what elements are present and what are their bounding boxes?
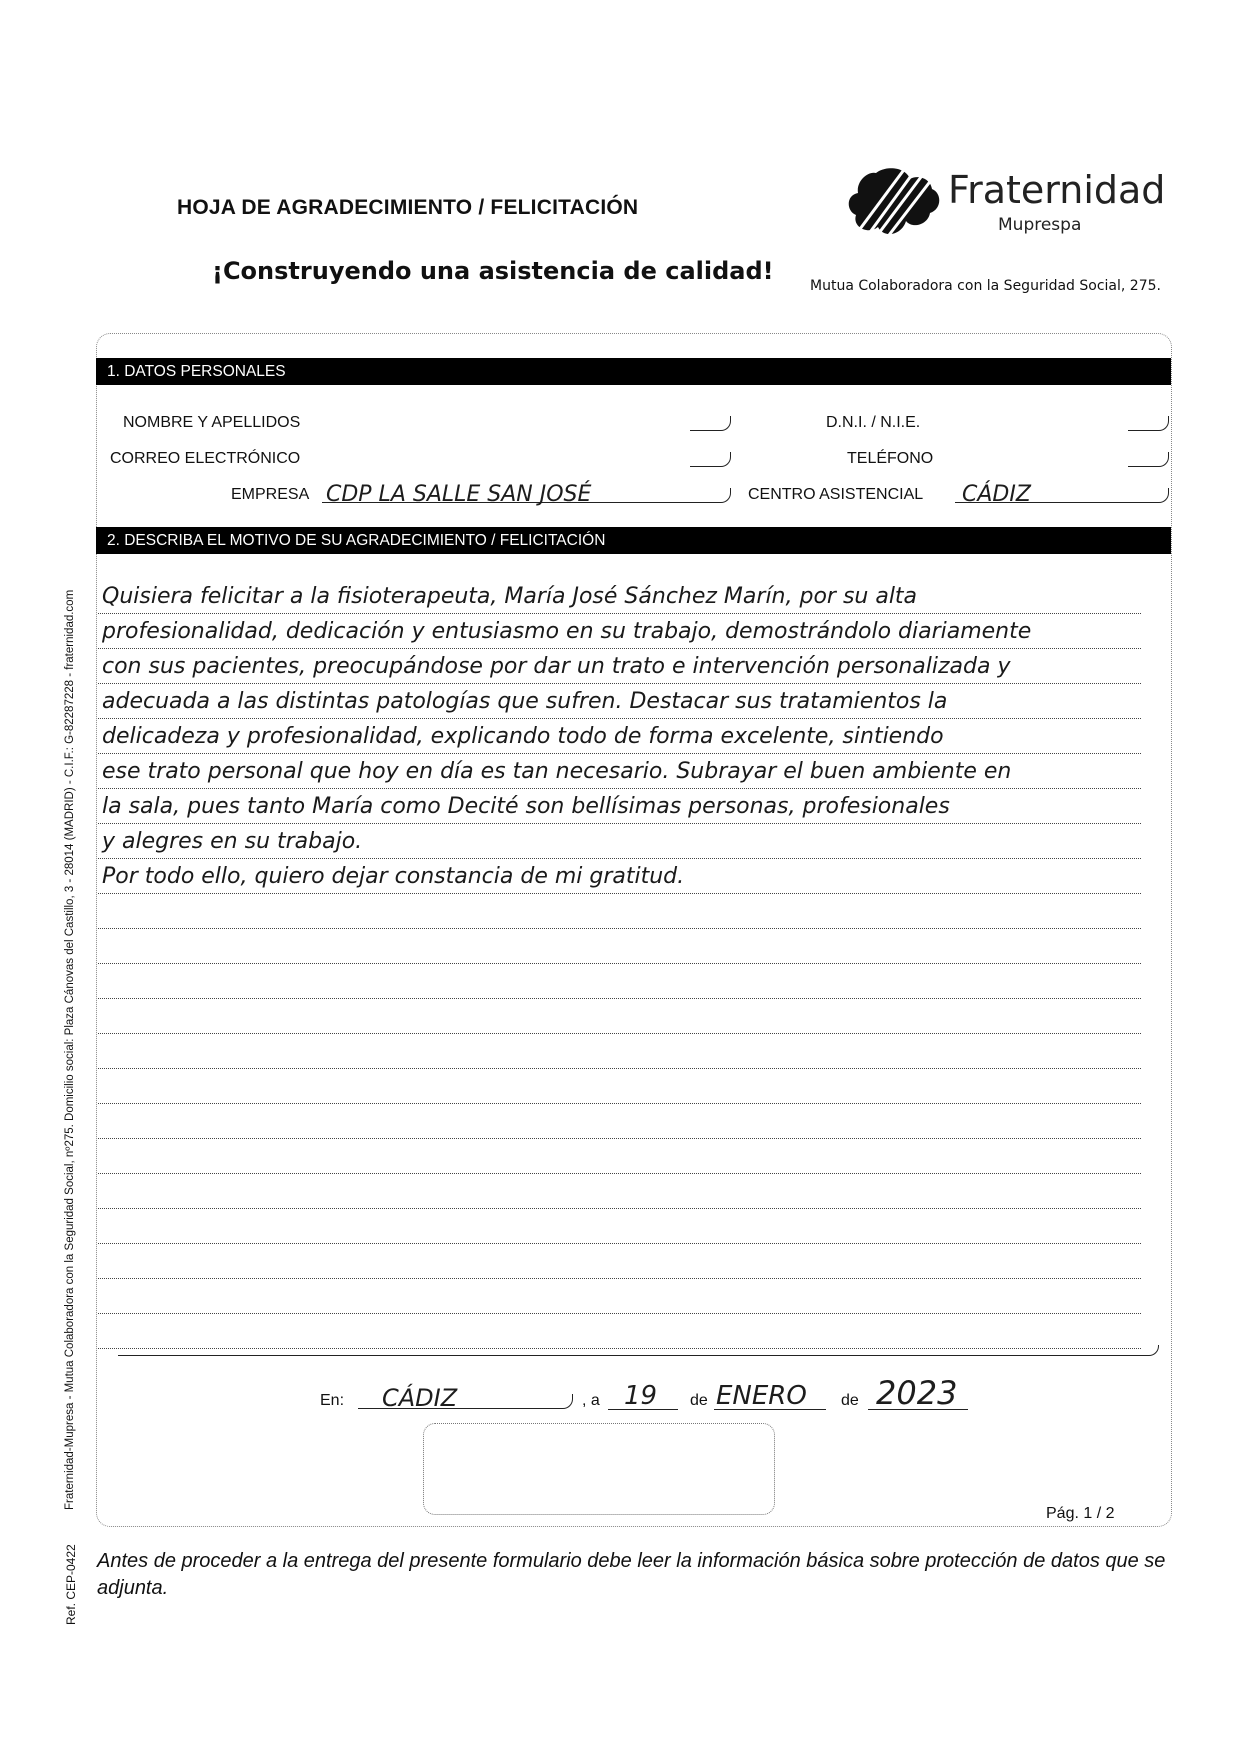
- day-value: 19: [624, 1381, 658, 1411]
- motive-text-line: Por todo ello, quiero dejar constancia de mi gratitud.: [102, 864, 685, 889]
- center-label: CENTRO ASISTENCIAL: [748, 486, 924, 503]
- name-field[interactable]: [690, 416, 731, 431]
- section2-heading: 2. DESCRIBA EL MOTIVO DE SU AGRADECIMIENTO / FELICITACIÓN: [96, 527, 1171, 554]
- company-label: EMPRESA: [231, 486, 310, 503]
- month-label: de: [690, 1392, 708, 1409]
- dni-label: D.N.I. / N.I.E.: [826, 414, 921, 431]
- motive-text-line: ese trato personal que hoy en día es tan necesario. Subrayar el buen ambiente en: [102, 759, 1012, 784]
- ruled-line: [98, 648, 1141, 649]
- day-label: , a: [582, 1392, 600, 1409]
- email-field[interactable]: [690, 452, 731, 467]
- form-title: HOJA DE AGRADECIMIENTO / FELICITACIÓN: [177, 196, 639, 219]
- mutua-line: Mutua Colaboradora con la Seguridad Social, 275.: [810, 278, 1161, 294]
- ruled-line: [98, 683, 1141, 684]
- ruled-line: [98, 718, 1141, 719]
- ruled-line: [98, 823, 1141, 824]
- ruled-line: [98, 613, 1141, 614]
- motive-text-line: delicadeza y profesionalidad, explicando todo de forma excelente, sintiendo: [102, 724, 944, 749]
- motive-text-line: Quisiera felicitar a la fisioterapeuta, María José Sánchez Marín, por su alta: [102, 584, 918, 609]
- ruled-line: [98, 928, 1141, 929]
- ruled-line: [98, 753, 1141, 754]
- motive-text-line: profesionalidad, dedicación y entusiasmo en su trabajo, demostrándolo diariamente: [102, 619, 1032, 644]
- ruled-line: [98, 1313, 1141, 1314]
- dni-field[interactable]: [1128, 416, 1169, 431]
- brand-subname: Muprespa: [998, 215, 1082, 235]
- place-value: CÁDIZ: [382, 1384, 458, 1412]
- ruled-line: [98, 1138, 1141, 1139]
- side-legal-text: Fraternidad-Mupresa - Mutua Colaboradora con la Seguridad Social, nº275. Domicilio social: Plaza Cánovas del Castillo, 3 - 28014 (MADRID) - C.I.F.: G-82287228 - fraternidad.com: [64, 589, 76, 1510]
- brand-name: Fraternidad: [948, 168, 1166, 212]
- year-value: 2023: [876, 1374, 958, 1412]
- ruled-line: [98, 1278, 1141, 1279]
- ruled-line: [98, 963, 1141, 964]
- year-label: de: [841, 1392, 859, 1409]
- name-label: NOMBRE Y APELLIDOS: [123, 414, 301, 431]
- ruled-line: [98, 1243, 1141, 1244]
- place-label: En:: [320, 1392, 345, 1409]
- ruled-line: [98, 1068, 1141, 1069]
- motive-text-line: con sus pacientes, preocupándose por dar un trato e intervención personalizada y: [102, 654, 1011, 679]
- month-value: ENERO: [716, 1381, 807, 1411]
- ruled-line: [98, 1033, 1141, 1034]
- reference-code: Ref. CEP-0422: [64, 1544, 78, 1625]
- phone-field[interactable]: [1128, 452, 1169, 467]
- email-label: CORREO ELECTRÓNICO: [110, 450, 301, 467]
- signature-box[interactable]: [423, 1423, 775, 1515]
- ruled-line: [98, 998, 1141, 999]
- company-value: CDP LA SALLE SAN JOSÉ: [326, 482, 592, 507]
- fraternidad-logo-icon: [846, 165, 942, 243]
- ruled-line: [98, 1173, 1141, 1174]
- ruled-line: [98, 1208, 1141, 1209]
- section1-heading: 1. DATOS PERSONALES: [96, 358, 1171, 385]
- center-value: CÁDIZ: [962, 482, 1031, 507]
- motive-text-line: la sala, pues tanto María como Decité son bellísimas personas, profesionales: [102, 794, 950, 819]
- ruled-line: [98, 858, 1141, 859]
- text-area-end-line: [118, 1345, 1159, 1356]
- ruled-line: [98, 893, 1141, 894]
- ruled-line: [98, 788, 1141, 789]
- phone-label: TELÉFONO: [847, 450, 934, 467]
- data-protection-note: Antes de proceder a la entrega del presente formulario debe leer la información básica sobre protección de datos que se adjunta.: [97, 1550, 1166, 1599]
- page-number: Pág. 1 / 2: [1046, 1505, 1115, 1522]
- ruled-line: [98, 1103, 1141, 1104]
- motive-text-line: adecuada a las distintas patologías que sufren. Destacar sus tratamientos la: [102, 689, 948, 714]
- motive-text-line: y alegres en su trabajo.: [102, 829, 363, 854]
- form-subtitle: ¡Construyendo una asistencia de calidad!: [212, 257, 774, 285]
